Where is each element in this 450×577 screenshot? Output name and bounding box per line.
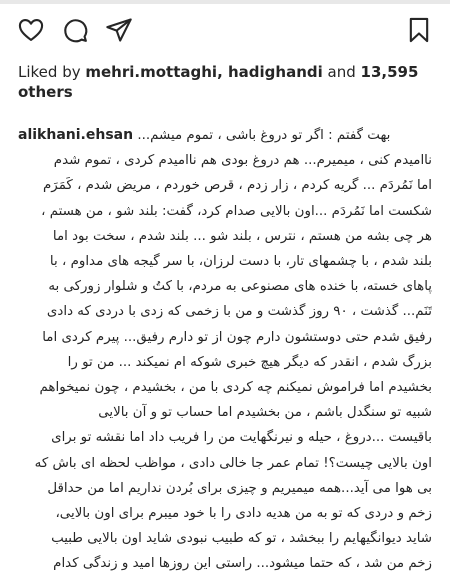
caption-username-link[interactable]: alikhani.ehsan <box>18 127 134 143</box>
caption-line: بخشیدم اما فراموش نمیکنم چه کردی با من ، بخشیدم ، چون نمیخواهم <box>39 380 432 396</box>
paper-plane-icon <box>105 16 133 44</box>
caption-line: اون بالایی چیست؟! تمام عمر جا خالی دادی ، مواظب لحظه ای باش که <box>34 455 432 471</box>
caption-line: پاهای خسته، با خنده های مصنوعی به مردم، با کتُ و شلوار زورکی به <box>48 279 432 295</box>
post-action-bar <box>14 12 436 48</box>
like-button[interactable] <box>14 13 48 47</box>
caption-line: شکست اما نَمُردَم ...اون بالایی صدام کرد، گفت: بلند شو ، من هستم ، <box>41 203 432 219</box>
caption-line: زخم و دردی که تو به من هدیه دادی را با خود میبرم برای اون بالایی، <box>55 506 432 522</box>
liked-and: and <box>322 63 361 81</box>
caption-line: بهت گفتم : اگر تو دروغ باشی ، تموم میشم... <box>137 128 391 143</box>
bookmark-icon <box>405 16 433 44</box>
likes-summary[interactable] <box>18 62 428 102</box>
likes-count[interactable]: 13,595 <box>360 63 419 81</box>
comment-bubble-icon <box>61 16 89 44</box>
liked-by-prefix: Liked by <box>18 63 86 81</box>
comment-button[interactable] <box>58 13 92 47</box>
caption-line: باقیست ...دروغ ، حیله و نیرنگهایت من را فریب داد اما نقشه تو برای <box>51 430 432 446</box>
liked-separator: , <box>217 63 228 81</box>
caption-line: اما نَمُردَم ... گریه کردم ، زار زدم ، قرص خوردم ، مریض شدم ، کَمَرَم <box>43 178 432 194</box>
caption-line: زخم من شد ، که حتما میشود... راستی این روزها امید و زندگی کدام <box>53 556 432 572</box>
caption-line: رفیق شدم حتی دوستشون دارم چون از تو دارم رفیق... پیرم کردی اما <box>42 329 432 345</box>
caption-line: هر چی بشه من هستم ، نترس ، بلند شو ... بلند شدم ، سخت بود اما <box>52 228 432 244</box>
caption-line: ناامیدم کنی ، میمیرم... هم دروغ بودی هم ناامیدم کردی ، تموم شدم <box>53 153 432 169</box>
caption-first-line <box>18 123 432 148</box>
heart-icon <box>17 16 45 44</box>
caption-line: شبیه تو سنگدل باشم ، من بخشیدم اما حساب تو و آن بالایی <box>98 405 432 421</box>
liked-user-link[interactable]: mehri.mottaghi <box>85 63 218 81</box>
caption-line: تَنَم... گذشت ، ۹۰ روز گذشت و من با زخمی که زدی با دردی که دادی <box>46 304 432 320</box>
caption-line: بلند شدم ، با چشمهای تار، با دست لرزان، با سر گیجه های مداوم ، با <box>49 254 432 270</box>
likes-others[interactable]: others <box>18 83 73 101</box>
caption-line: بزرگ شدم ، انقدر که دیگر هیچ خبری شوکه ام نمیکند ... من تو را <box>67 354 432 370</box>
liked-user-link[interactable]: hadighandi <box>227 63 323 81</box>
caption-line: شاید دیوانگیهایم را ببخشد ، تو که طبیب نبودی شاید اون بالایی طبیب <box>51 531 432 547</box>
post-caption <box>18 123 432 577</box>
share-button[interactable] <box>102 13 136 47</box>
save-button[interactable] <box>402 13 436 47</box>
post-image-bottom-edge <box>0 0 450 4</box>
caption-line: بی هوا می آید...همه میمیریم و چیزی برای بُردن نداریم اما من حداقل <box>47 480 432 496</box>
